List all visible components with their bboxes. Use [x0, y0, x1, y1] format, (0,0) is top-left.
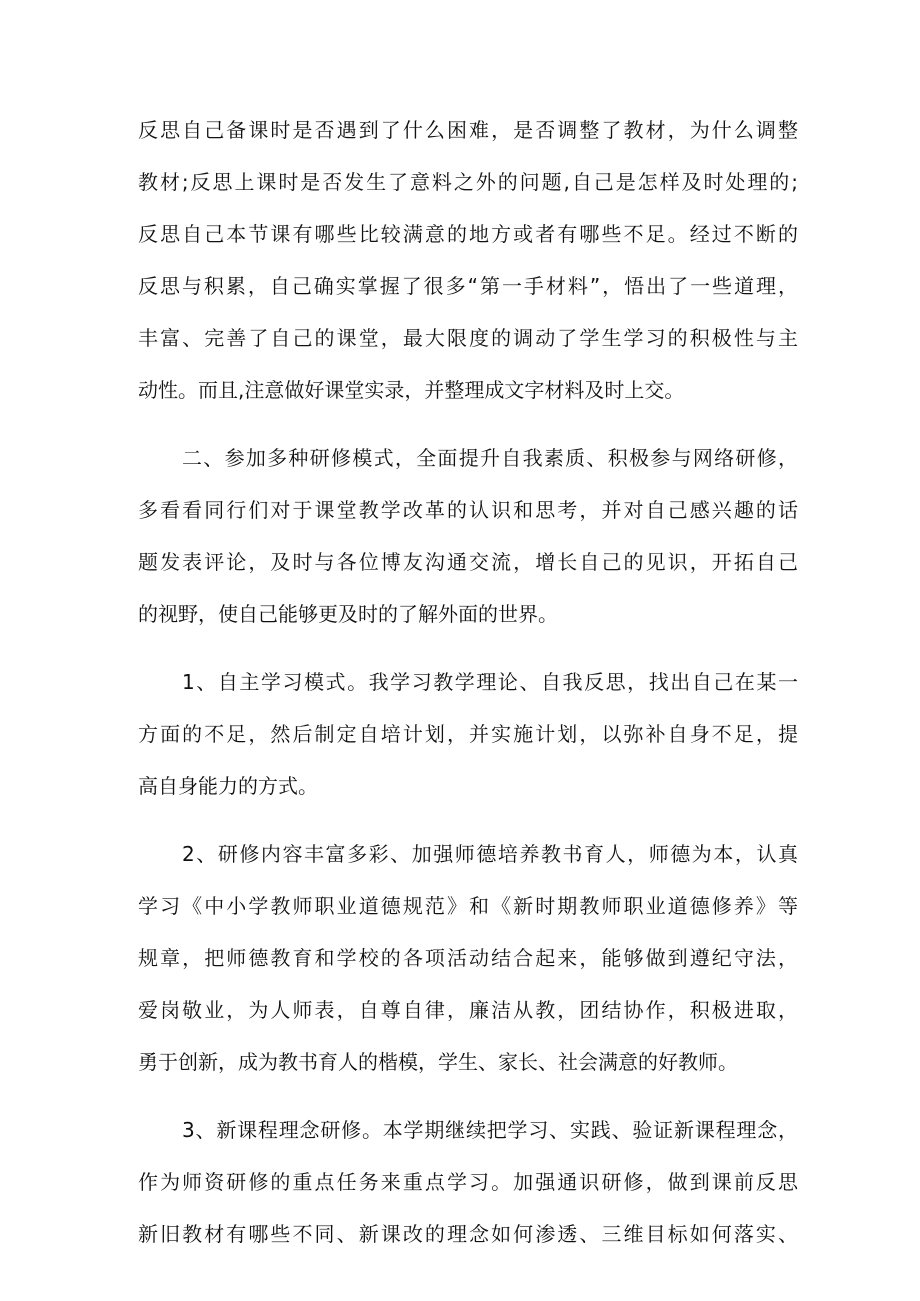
text-line: 1、自主学习模式。我学习教学理论、自我反思，找出自己在某一 [182, 670, 798, 694]
text-line: 题发表评论，及时与各位博友沟通交流，增长自己的见识，开拓自己 [138, 550, 798, 574]
text-line: 丰富、完善了自己的课堂，最大限度的调动了学生学习的积极性与主 [138, 326, 798, 350]
text-line: 规章，把师德教育和学校的各项活动结合起来，能够做到遵纪守法， [138, 946, 798, 970]
text-line: 多看看同行们对于课堂教学改革的认识和思考，并对自己感兴趣的话 [138, 498, 798, 522]
text-line: 二、参加多种研修模式，全面提升自我素质、积极参与网络研修， [182, 446, 798, 470]
text-line: 高自身能力的方式。 [138, 774, 318, 798]
text-line: 3、新课程理念研修。本学期继续把学习、实践、验证新课程理念， [182, 1118, 798, 1142]
text-line: 反思自己备课时是否遇到了什么困难，是否调整了教材，为什么调整 [138, 118, 798, 142]
text-line: 反思与积累，自己确实掌握了很多“第一手材料”，悟出了一些道理， [138, 274, 798, 298]
text-line: 2、研修内容丰富多彩、加强师德培养教书育人，师德为本，认真 [182, 842, 798, 866]
text-line: 勇于创新，成为教书育人的楷模，学生、家长、社会满意的好教师。 [138, 1050, 738, 1074]
text-line: 方面的不足，然后制定自培计划，并实施计划，以弥补自身不足，提 [138, 722, 798, 746]
text-line: 新旧教材有哪些不同、新课改的理念如何渗透、三维目标如何落实、 [138, 1222, 798, 1246]
text-line: 作为师资研修的重点任务来重点学习。加强通识研修，做到课前反思 [138, 1170, 798, 1194]
text-line: 爱岗敬业，为人师表，自尊自律，廉洁从教，团结协作，积极进取， [138, 998, 798, 1022]
text-line: 反思自己本节课有哪些比较满意的地方或者有哪些不足。经过不断的 [138, 222, 798, 246]
text-line: 的视野，使自己能够更及时的了解外面的世界。 [138, 602, 558, 626]
text-line: 学习《中小学教师职业道德规范》和《新时期教师职业道德修养》等 [138, 894, 798, 918]
text-line: 教材;反思上课时是否发生了意料之外的问题,自己是怎样及时处理的; [138, 170, 798, 194]
text-line: 动性。而且,注意做好课堂实录，并整理成文字材料及时上交。 [138, 378, 685, 402]
